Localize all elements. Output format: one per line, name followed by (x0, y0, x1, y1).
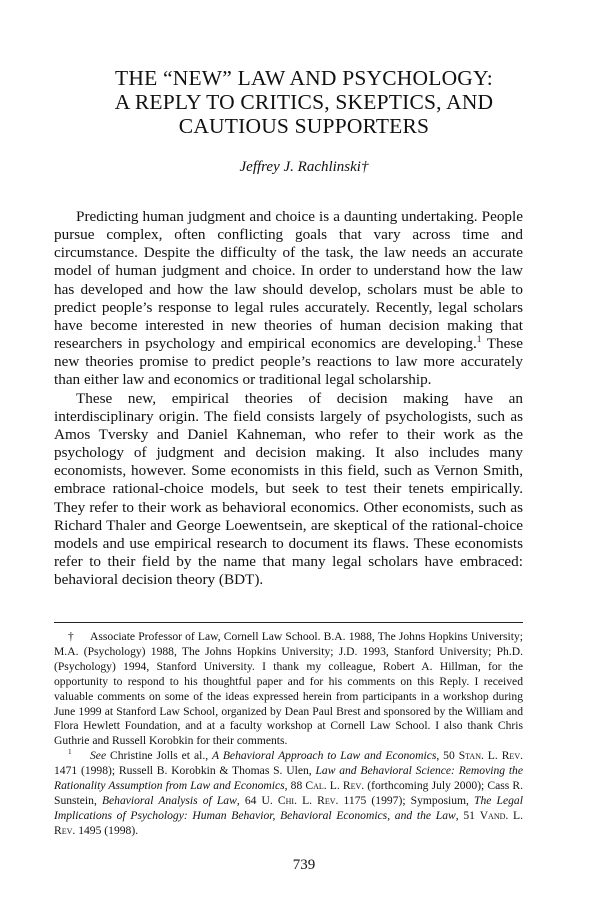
journal-name: Cal. L. Rev. (305, 779, 365, 793)
journal-name: Vand. L. Rev. (54, 808, 523, 837)
article-title-line-3: CAUTIOUS SUPPORTERS (178, 114, 430, 138)
author-footnote-mark: † (360, 159, 369, 175)
journal-name: Stan. L. Rev. (458, 749, 523, 763)
body-text (54, 208, 523, 589)
author-byline (0, 159, 608, 176)
journal-name: U. Chi. L. Rev. (261, 793, 339, 807)
paragraph-2: These new, empirical theories of decision making have an interdisciplinary origin. The field consists largely of psychologists, such as Amos Tversky and Daniel Kahneman, who refer to their work as the psychology of judgment and decision making. It also includes many economists, however. Some economists in this field, such as Vernon Smith, embrace rational-choice models, but seek to test their tenets empirically. They refer to their work as behavioral economics. Other economists, such as Richard Thaler and George Loewentsein, are skeptical of the rational-choice models and use empirical research to document its flaws. These economists refer to their field by the name that many legal scholars have embraced: behavioral decision theory (BDT). (54, 389, 523, 589)
page-number: 739 (292, 857, 316, 873)
paragraph-1: Predicting human judgment and choice is a daunting undertaking. People pursue complex, often conflicting goals that vary across time and circumstance. Despite the difficulty of the task, the law needs an accurate model of human judgment and choice. In order to understand how the law has developed and how the law should develop, scholars must be able to predict people’s response to legal rules accurately. Recently, legal scholars have become interested in new theories of human decision making that researchers in psychology and empirical economics are developing.$^1$ These new theories promise to predict people’s reactions to law more accurately than either law and economics or traditional legal scholarship. (54, 208, 523, 389)
footnote-dagger: † Associate Professor of Law, Cornell Law School. B.A. 1988, The Johns Hopkins University; M.A. (Psychology) 1988, The Johns Hopkins University; J.D. 1993, Stanford University; Ph.D. (Psychology) 1994, Stanford University. I thank my colleague, Robert A. Hillman, for the opportunity to respond to his thoughtful paper and for his comments on this Reply. I received valuable comments on some of the ideas expressed herein from participants in a workshop during June 1999 at Stanford Law School, organized by Dean Paul Brest and sponsored by the William and Flora Hewlett Foundation, and at a faculty workshop at Cornell Law School. I also thank Chris Guthrie and Russell Korobkin for their comments. (54, 630, 523, 748)
citation-title: A Behavioral Approach to Law and Economics (212, 749, 437, 763)
citation-title: The Legal Implications of Psychology: Human Behavior, Behavioral Economics, and the Law (54, 793, 523, 822)
article-title-line-2: A REPLY TO CRITICS, SKEPTICS, AND (114, 90, 494, 114)
footnote-ref-1[interactable]: 1 (476, 335, 482, 346)
citation-title: Law and Behavioral Science: Removing the Rationality Assumption from Law and Economics (54, 764, 523, 793)
footnote-dagger-mark: † (68, 630, 74, 643)
article-title-line-1: THE “NEW” LAW AND PSYCHOLOGY: (115, 66, 493, 90)
footnote-divider (54, 622, 523, 623)
footnotes (54, 630, 523, 839)
footnote-1: $^1$ See Christine Jolls et al., A Behavioral Approach to Law and Economics, 50 Stan. L. Rev. 1471 (1998); Russell B. Korobkin & Thomas S. Ulen, Law and Behavioral Science: Removing the Rationality Assumption from Law and Economics, 88 Cal. L. Rev. (forthcoming July 2000); Cass R. Sunstein, Behavioral Analysis of Law, 64 U. Chi. L. Rev. 1175 (1997); Symposium, The Legal Implications of Psychology: Human Behavior, Behavioral Economics, and the Law, 51 Vand. L. Rev. 1495 (1998). (54, 748, 524, 837)
citation-title: Behavioral Analysis of Law (101, 793, 237, 807)
author-name: Jeffrey J. Rachlinski (239, 159, 361, 175)
